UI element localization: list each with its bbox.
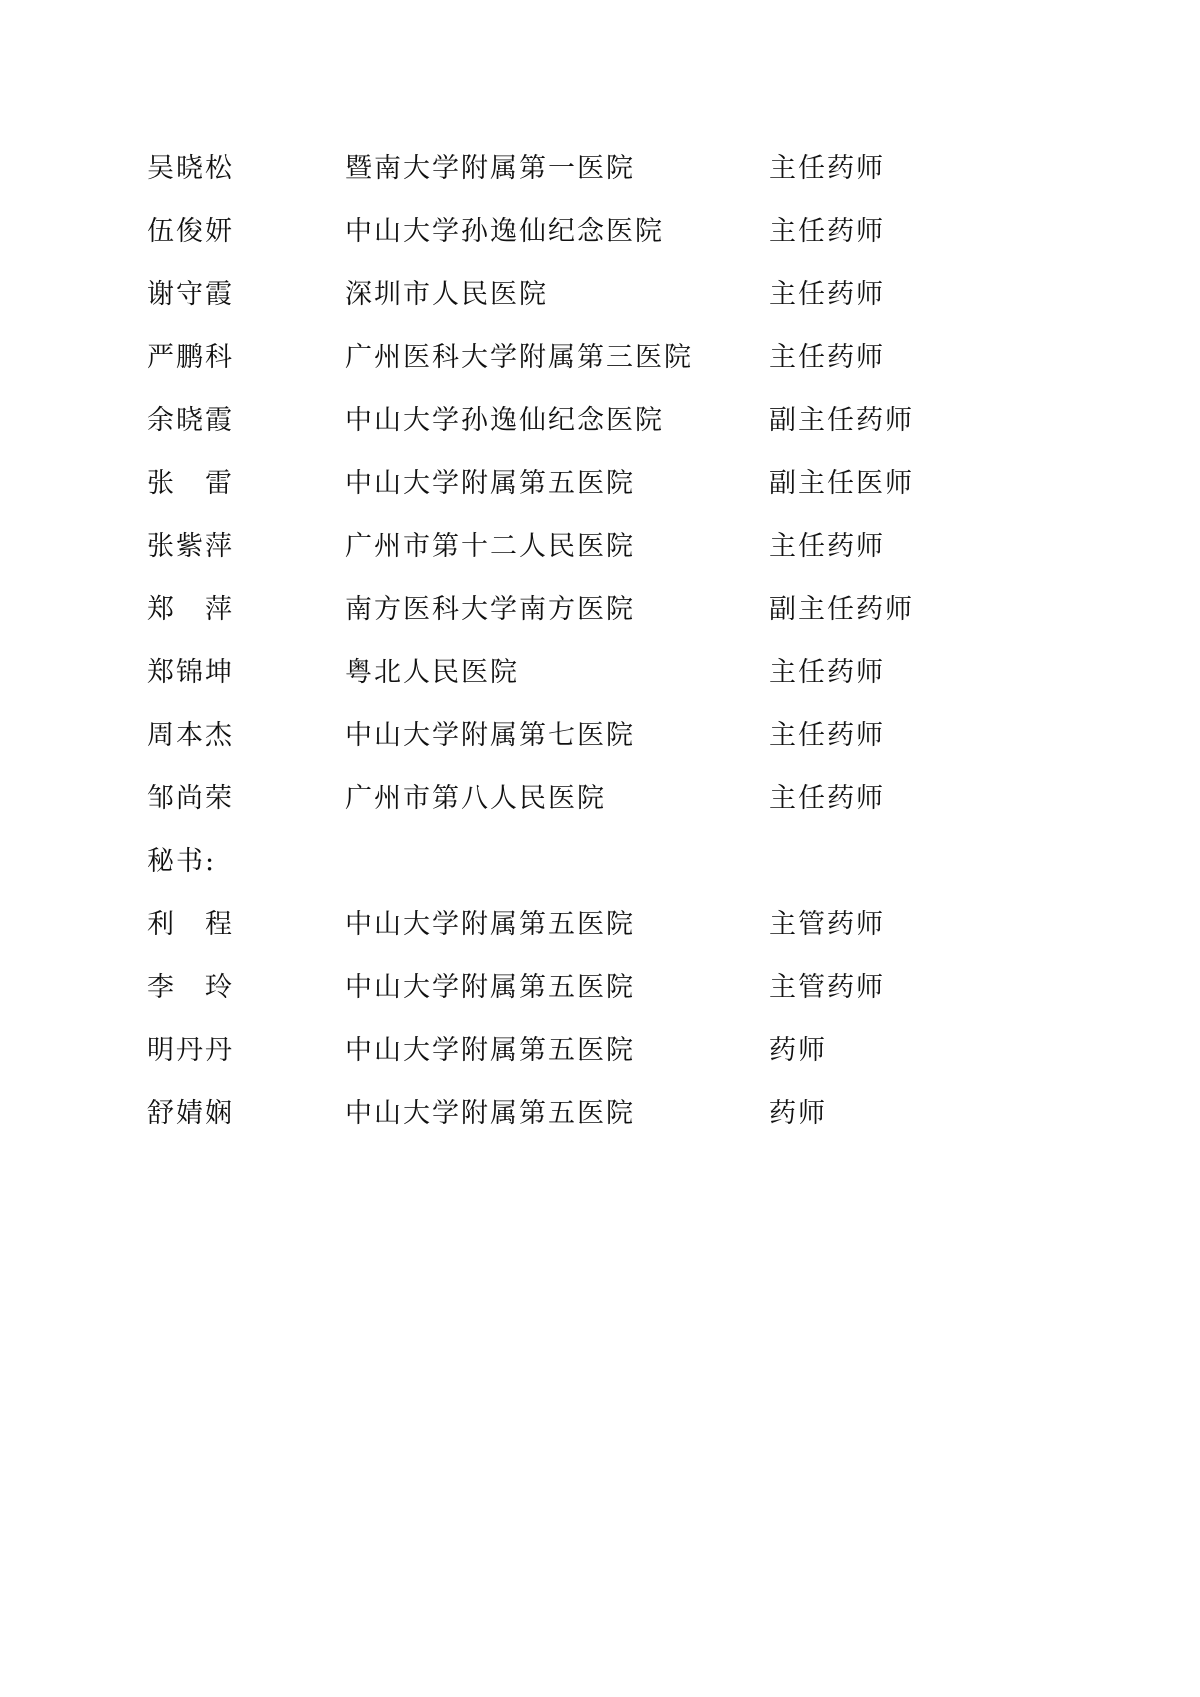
member-title: 主任药师 — [769, 279, 885, 310]
member-title: 副主任药师 — [769, 405, 914, 436]
member-name: 谢守霞 — [147, 279, 234, 310]
member-organization: 南方医科大学南方医院 — [345, 594, 635, 625]
member-organization: 粤北人民医院 — [345, 657, 519, 688]
member-list — [147, 152, 1047, 1160]
member-title: 主任药师 — [769, 153, 885, 184]
member-name: 严鹏科 — [147, 342, 234, 373]
secretary-name-char: 李 — [147, 972, 174, 1003]
member-row — [147, 152, 1047, 215]
member-title: 副主任医师 — [769, 468, 914, 499]
secretary-row — [147, 908, 1047, 971]
member-title: 主任药师 — [769, 720, 885, 751]
member-organization: 深圳市人民医院 — [345, 279, 548, 310]
member-name — [147, 593, 232, 627]
member-name: 张紫萍 — [147, 531, 234, 562]
member-row — [147, 593, 1047, 656]
member-name-char: 郑 — [147, 594, 174, 625]
secretary-name: 舒婧娴 — [147, 1098, 234, 1129]
secretary-row — [147, 1034, 1047, 1097]
secretary-row — [147, 1097, 1047, 1160]
member-name-char: 张 — [147, 468, 174, 499]
secretary-title: 主管药师 — [769, 972, 885, 1003]
member-name: 郑锦坤 — [147, 657, 234, 688]
secretary-row — [147, 971, 1047, 1034]
member-name: 邹尚荣 — [147, 783, 234, 814]
secretary-name — [147, 908, 232, 942]
secretary-name — [147, 971, 232, 1005]
member-title: 主任药师 — [769, 216, 885, 247]
member-row — [147, 278, 1047, 341]
member-organization: 中山大学孙逸仙纪念医院 — [345, 405, 664, 436]
member-name — [147, 467, 232, 501]
member-name: 伍俊妍 — [147, 216, 234, 247]
member-title: 主任药师 — [769, 657, 885, 688]
member-title: 主任药师 — [769, 531, 885, 562]
member-organization: 广州医科大学附属第三医院 — [345, 342, 693, 373]
member-name-char: 雷 — [205, 468, 232, 499]
member-title: 主任药师 — [769, 783, 885, 814]
secretary-title: 药师 — [769, 1098, 827, 1129]
member-organization: 中山大学附属第五医院 — [345, 468, 635, 499]
member-organization: 广州市第十二人民医院 — [345, 531, 635, 562]
member-row — [147, 404, 1047, 467]
secretary-title: 药师 — [769, 1035, 827, 1066]
secretary-organization: 中山大学附属第五医院 — [345, 1035, 635, 1066]
secretary-name-char: 利 — [147, 909, 174, 940]
secretary-title: 主管药师 — [769, 909, 885, 940]
member-name-char: 萍 — [205, 594, 232, 625]
secretary-organization: 中山大学附属第五医院 — [345, 909, 635, 940]
secretary-organization: 中山大学附属第五医院 — [345, 972, 635, 1003]
member-row — [147, 719, 1047, 782]
secretary-organization: 中山大学附属第五医院 — [345, 1098, 635, 1129]
member-row — [147, 782, 1047, 845]
member-name: 余晓霞 — [147, 405, 234, 436]
secretary-name-char: 玲 — [205, 972, 232, 1003]
member-name: 周本杰 — [147, 720, 234, 751]
member-organization: 中山大学附属第七医院 — [345, 720, 635, 751]
member-name: 吴晓松 — [147, 153, 234, 184]
secretary-name-char: 程 — [205, 909, 232, 940]
member-row — [147, 341, 1047, 404]
secretary-name: 明丹丹 — [147, 1035, 234, 1066]
member-organization: 广州市第八人民医院 — [345, 783, 606, 814]
member-title: 主任药师 — [769, 342, 885, 373]
member-row — [147, 467, 1047, 530]
member-organization: 中山大学孙逸仙纪念医院 — [345, 216, 664, 247]
member-row — [147, 656, 1047, 719]
member-row — [147, 215, 1047, 278]
member-organization: 暨南大学附属第一医院 — [345, 153, 635, 184]
member-title: 副主任药师 — [769, 594, 914, 625]
member-row — [147, 530, 1047, 593]
secretary-heading: 秘书: — [147, 846, 217, 877]
